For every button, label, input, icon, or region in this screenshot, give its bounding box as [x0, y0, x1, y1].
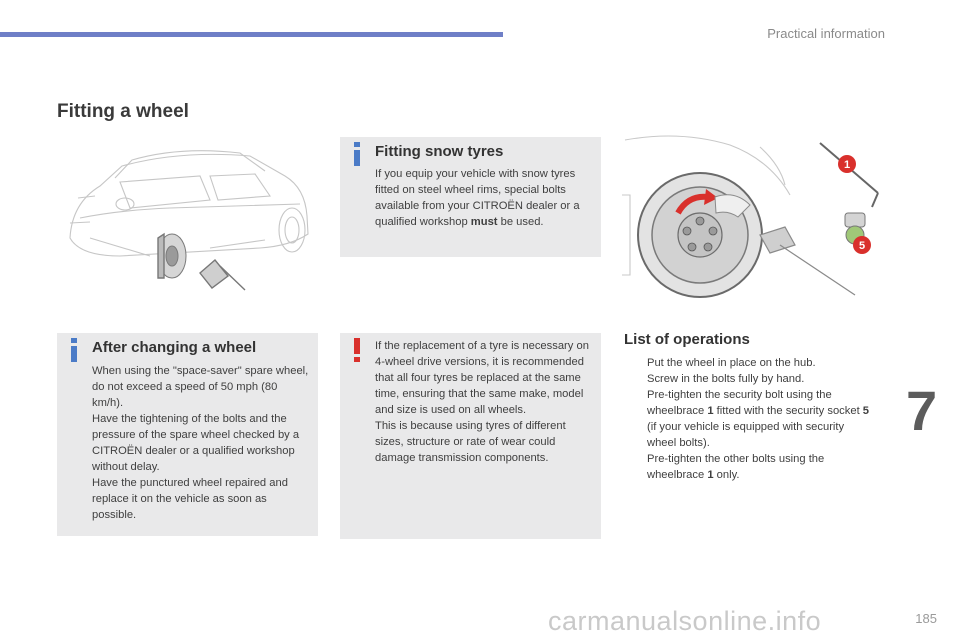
warning-text: [375, 338, 593, 466]
operations-title: List of operations: [624, 331, 750, 348]
after-changing-text: [92, 363, 310, 523]
after-changing-title: After changing a wheel: [92, 339, 257, 356]
page-title: Fitting a wheel: [57, 101, 189, 122]
list-item: Screw in the bolts fully by hand.: [647, 373, 805, 385]
snow-tyres-info-box: [340, 137, 601, 257]
four-wheel-drive-warning-box: [340, 333, 601, 539]
wheel-fitting-illustration: [620, 135, 885, 300]
warning-paragraph: This is because using tyres of different sizes, structure or rate of wear could damage transmission components.: [375, 420, 566, 464]
info-icon: [354, 142, 360, 166]
operations-list: [624, 355, 874, 483]
watermark: carmanualsonline.info: [548, 606, 822, 636]
list-item: Pre-tighten the security bolt using the wheelbrace 1 fitted with the security socket 5 (if your vehicle is equipped with security wheel bolts).: [647, 389, 870, 449]
callout-1-label: 1: [843, 159, 851, 171]
after-changing-info-box: [57, 333, 318, 536]
after-changing-paragraph: When using the "space-saver" spare wheel, do not exceed a speed of 50 mph (80 km/h).: [92, 365, 309, 409]
chapter-number: 7: [906, 379, 938, 442]
section-label: Practical information: [767, 26, 885, 41]
after-changing-paragraph: Have the punctured wheel repaired and replace it on the vehicle as soon as possible.: [92, 477, 288, 521]
snow-tyres-text: If you equip your vehicle with snow tyres fitted on steel wheel rims, special bolts available from your CITROËN dealer or a qualified workshop must be used.: [375, 168, 580, 228]
header-accent-bar: [0, 32, 503, 37]
list-item: Put the wheel in place on the hub.: [647, 357, 816, 369]
callout-5-label: 5: [858, 240, 866, 252]
after-changing-paragraph: Have the tightening of the bolts and the pressure of the spare wheel checked by a CITROËN dealer or a qualified workshop without delay.: [92, 413, 300, 473]
list-item: Pre-tighten the other bolts using the wheelbrace 1 only.: [647, 453, 825, 481]
warning-icon: [354, 338, 360, 362]
warning-paragraph: If the replacement of a tyre is necessary on 4-wheel drive versions, it is recommended that all four tyres be replaced at the same time, ensuring that the same make, model and size is used on all wheels.: [375, 340, 589, 416]
snow-tyres-title: Fitting snow tyres: [375, 143, 504, 160]
page-number: 185: [915, 611, 937, 626]
info-icon: [71, 338, 77, 362]
car-with-jack-illustration: [60, 138, 315, 313]
